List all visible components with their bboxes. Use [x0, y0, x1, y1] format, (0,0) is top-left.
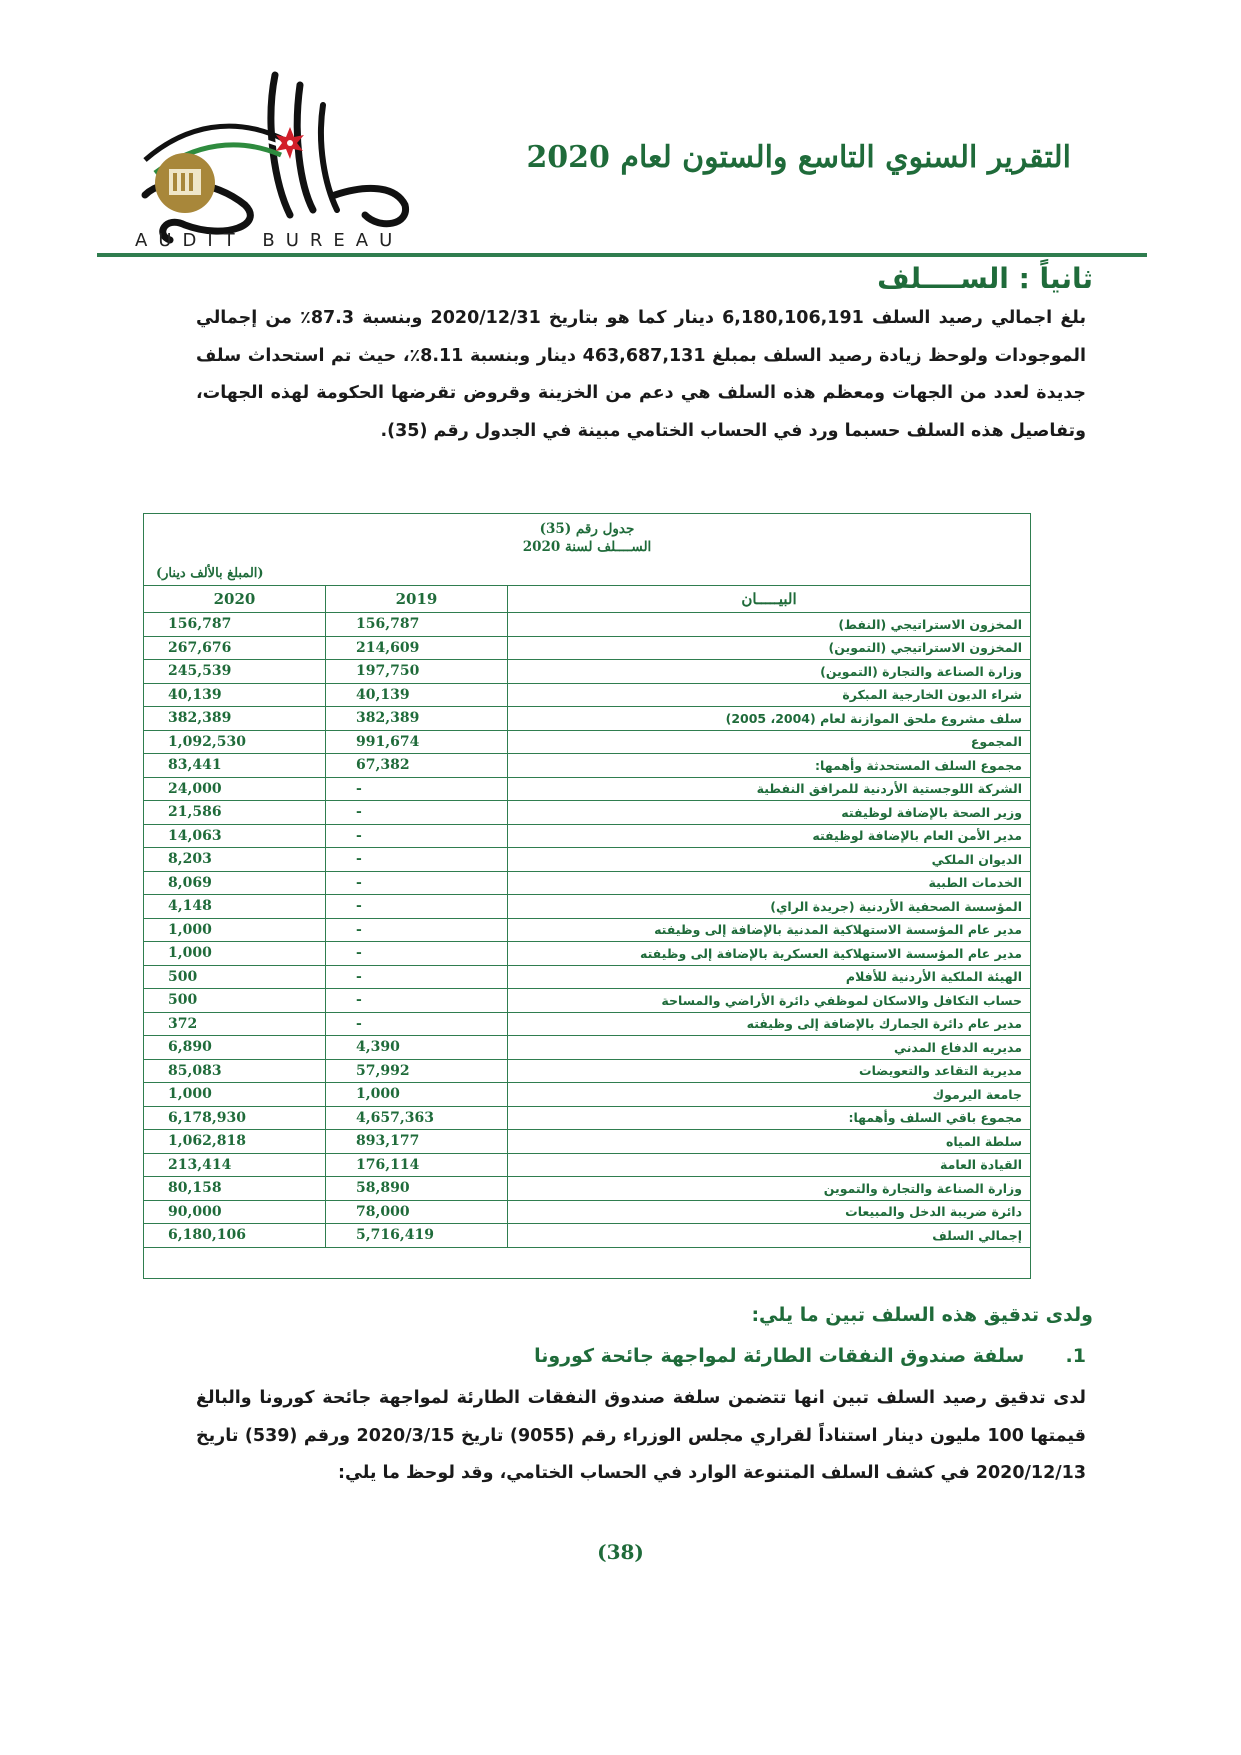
table-row	[144, 1083, 1031, 1107]
cell-description: الخدمات الطبية	[508, 871, 1031, 895]
cell-description: مجموع باقي السلف وأهمها:	[508, 1106, 1031, 1130]
table-row	[144, 1200, 1031, 1224]
table-row	[144, 801, 1031, 825]
cell-2020: 40,139	[144, 683, 326, 707]
audit-bureau-logo	[125, 65, 415, 255]
cell-2019: 382,389	[326, 707, 508, 731]
cell-2020: 6,180,106	[144, 1224, 326, 1248]
cell-description: الهيئة الملكية الأردنية للأفلام	[508, 965, 1031, 989]
logo-caption: AUDIT BUREAU	[135, 230, 404, 251]
cell-2019: 176,114	[326, 1153, 508, 1177]
cell-description: مديريه الدفاع المدني	[508, 1036, 1031, 1060]
cell-2019: 58,890	[326, 1177, 508, 1201]
table-row	[144, 965, 1031, 989]
cell-description: مجموع السلف المستحدثة وأهمها:	[508, 754, 1031, 778]
cell-2019: 156,787	[326, 613, 508, 637]
cell-2020: 1,092,530	[144, 730, 326, 754]
cell-2020: 500	[144, 965, 326, 989]
cell-description: المخزون الاستراتيجي (النفط)	[508, 613, 1031, 637]
table-row	[144, 918, 1031, 942]
cell-2020: 1,000	[144, 918, 326, 942]
table-body	[144, 613, 1031, 1248]
cell-description: إجمالي السلف	[508, 1224, 1031, 1248]
table-title: الســــلف لسنة 2020	[522, 539, 652, 555]
cell-2020: 90,000	[144, 1200, 326, 1224]
finding-item-title: سلفة صندوق النفقات الطارئة لمواجهة جائحة كورونا	[534, 1345, 1025, 1367]
cell-2020: 4,148	[144, 895, 326, 919]
cell-description: وزير الصحة بالإضافة لوظيفته	[508, 801, 1031, 825]
header-2019: 2019	[326, 586, 508, 613]
table-row	[144, 871, 1031, 895]
cell-2020: 24,000	[144, 777, 326, 801]
cell-2019: -	[326, 1012, 508, 1036]
cell-2020: 1,000	[144, 942, 326, 966]
cell-2020: 80,158	[144, 1177, 326, 1201]
cell-2020: 6,178,930	[144, 1106, 326, 1130]
page-header	[0, 0, 1241, 260]
cell-2019: -	[326, 848, 508, 872]
cell-description: مدير عام المؤسسة الاستهلاكية العسكرية بالإضافة إلى وظيفته	[508, 942, 1031, 966]
cell-description: القيادة العامة	[508, 1153, 1031, 1177]
cell-2020: 382,389	[144, 707, 326, 731]
header-divider	[97, 253, 1147, 257]
cell-2019: 67,382	[326, 754, 508, 778]
cell-2019: -	[326, 942, 508, 966]
cell-2019: -	[326, 824, 508, 848]
table-header-row	[144, 586, 1031, 613]
table-row	[144, 1130, 1031, 1154]
finding-item-number: 1.	[1065, 1345, 1086, 1367]
cell-2020: 267,676	[144, 636, 326, 660]
table-row	[144, 824, 1031, 848]
cell-2019: 214,609	[326, 636, 508, 660]
cell-2019: -	[326, 918, 508, 942]
cell-description: جامعة اليرموك	[508, 1083, 1031, 1107]
table-row	[144, 848, 1031, 872]
cell-2019: 1,000	[326, 1083, 508, 1107]
table-row	[144, 1106, 1031, 1130]
cell-2019: 4,390	[326, 1036, 508, 1060]
section-title: ثانياً : الســــلف	[877, 262, 1093, 295]
cell-description: المخزون الاستراتيجي (التموين)	[508, 636, 1031, 660]
cell-description: مدير عام دائرة الجمارك بالإضافة إلى وظيفته	[508, 1012, 1031, 1036]
cell-2020: 372	[144, 1012, 326, 1036]
table-row	[144, 1012, 1031, 1036]
table-row	[144, 754, 1031, 778]
cell-2019: 991,674	[326, 730, 508, 754]
cell-2019: -	[326, 801, 508, 825]
finding-paragraph: لدى تدقيق رصيد السلف تبين انها تتضمن سلفة صندوق النفقات الطارئة لمواجهة جائحة كورونا والبالغ قيمتها 100 مليون دينار استناداً لقراري مجلس الوزراء رقم (9055) تاريخ 2020/3/15 ورقم (539) تاريخ 2020/12/13 في كشف السلف المتنوعة الوارد في الحساب الختامي، وقد لوحظ ما يلي:	[196, 1388, 1086, 1483]
table-row	[144, 895, 1031, 919]
table-row	[144, 636, 1031, 660]
table-number: جدول رقم (35)	[539, 521, 635, 537]
cell-2019: -	[326, 777, 508, 801]
cell-2019: 57,992	[326, 1059, 508, 1083]
cell-2020: 8,069	[144, 871, 326, 895]
table-row	[144, 989, 1031, 1013]
cell-2019: 78,000	[326, 1200, 508, 1224]
cell-description: المجموع	[508, 730, 1031, 754]
report-title: التقرير السنوي التاسع والستون لعام 2020	[526, 140, 1071, 175]
table-row	[144, 942, 1031, 966]
cell-2020: 1,062,818	[144, 1130, 326, 1154]
cell-2019: 893,177	[326, 1130, 508, 1154]
advances-table-container	[143, 513, 1031, 1279]
advances-table	[143, 585, 1031, 1248]
table-row	[144, 1036, 1031, 1060]
table-unit-note: (المبلغ بالألف دينار)	[156, 566, 264, 581]
cell-2020: 213,414	[144, 1153, 326, 1177]
cell-2020: 83,441	[144, 754, 326, 778]
table-row	[144, 1059, 1031, 1083]
cell-2020: 1,000	[144, 1083, 326, 1107]
cell-description: مديرية التقاعد والتعويضات	[508, 1059, 1031, 1083]
cell-2020: 6,890	[144, 1036, 326, 1060]
cell-2020: 85,083	[144, 1059, 326, 1083]
table-row	[144, 1224, 1031, 1248]
cell-description: مدير عام المؤسسة الاستهلاكية المدنية بالإضافة إلى وظيفته	[508, 918, 1031, 942]
cell-description: سلطة المياه	[508, 1130, 1031, 1154]
cell-description: دائرة ضريبة الدخل والمبيعات	[508, 1200, 1031, 1224]
intro-paragraph: بلغ اجمالي رصيد السلف 6,180,106,191 دينار كما هو بتاريخ 2020/12/31 وبنسبة 87.3٪ من إجمالي الموجودات ولوحظ زيادة رصيد السلف بمبلغ 463,687,131 دينار وبنسبة 8.11٪، حيث تم استحداث سلف جديدة لعدد من الجهات ومعظم هذه السلف هي دعم من الخزينة وقروض تقرضها الحكومة لهذه الجهات، وتفاصيل هذه السلف حسبما ورد في الحساب الختامي مبينة في الجدول رقم (35).	[196, 308, 1087, 441]
table-row	[144, 777, 1031, 801]
table-row	[144, 613, 1031, 637]
cell-2020: 8,203	[144, 848, 326, 872]
cell-2020: 245,539	[144, 660, 326, 684]
cell-description: سلف مشروع ملحق الموازنة لعام (2004، 2005)	[508, 707, 1031, 731]
logo-calligraphy-icon	[125, 65, 415, 255]
cell-2019: -	[326, 871, 508, 895]
table-row	[144, 660, 1031, 684]
table-caption	[144, 520, 1030, 556]
finding-item-heading	[534, 1345, 1086, 1367]
cell-description: مدير الأمن العام بالإضافة لوظيفته	[508, 824, 1031, 848]
cell-2020: 500	[144, 989, 326, 1013]
header-2020: 2020	[144, 586, 326, 613]
cell-2020: 156,787	[144, 613, 326, 637]
audit-findings-heading: ولدى تدقيق هذه السلف تبين ما يلي:	[751, 1304, 1093, 1326]
header-description: البيـــــان	[508, 586, 1031, 613]
page-number: (38)	[597, 1540, 644, 1564]
cell-description: وزارة الصناعة والتجارة والتموين	[508, 1177, 1031, 1201]
cell-2020: 21,586	[144, 801, 326, 825]
cell-description: شراء الديون الخارجية المبكرة	[508, 683, 1031, 707]
table-row	[144, 683, 1031, 707]
cell-2020: 14,063	[144, 824, 326, 848]
cell-description: الشركة اللوجستية الأردنية للمرافق النفطية	[508, 777, 1031, 801]
cell-2019: -	[326, 895, 508, 919]
cell-2019: 5,716,419	[326, 1224, 508, 1248]
cell-description: وزارة الصناعة والتجارة (التموين)	[508, 660, 1031, 684]
table-row	[144, 730, 1031, 754]
table-row	[144, 707, 1031, 731]
cell-2019: -	[326, 989, 508, 1013]
cell-description: الديوان الملكي	[508, 848, 1031, 872]
table-row	[144, 1177, 1031, 1201]
cell-2019: 4,657,363	[326, 1106, 508, 1130]
cell-description: حساب التكافل والاسكان لموظفي دائرة الأراضي والمساحة	[508, 989, 1031, 1013]
cell-2019: -	[326, 965, 508, 989]
cell-description: المؤسسة الصحفية الأردنية (جريدة الراي)	[508, 895, 1031, 919]
cell-2019: 40,139	[326, 683, 508, 707]
cell-2019: 197,750	[326, 660, 508, 684]
table-row	[144, 1153, 1031, 1177]
